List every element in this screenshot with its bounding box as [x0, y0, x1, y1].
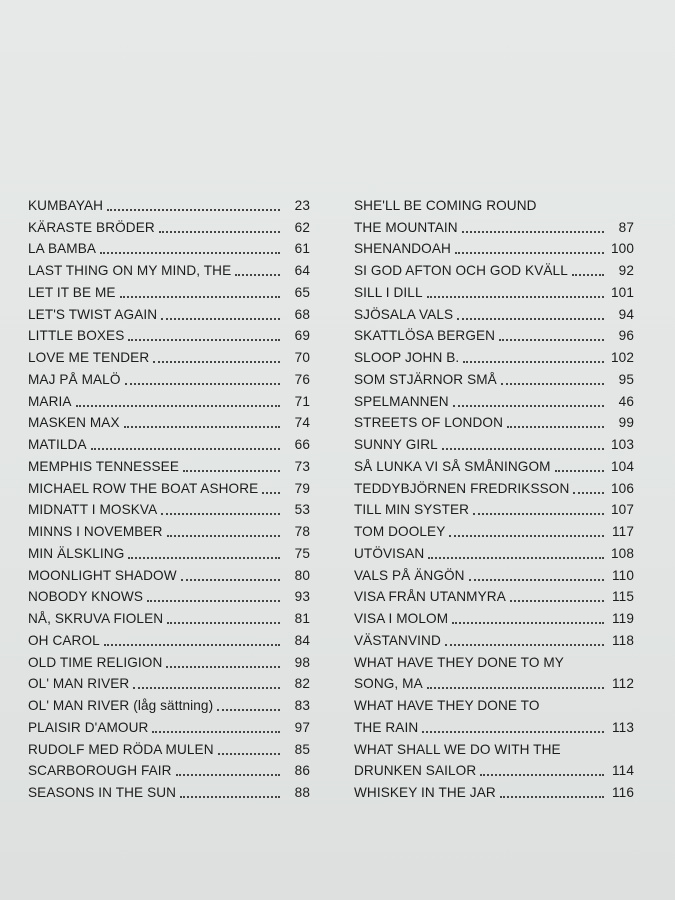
dot-leader: [507, 426, 604, 428]
dot-leader: [153, 361, 280, 363]
entry-page-number: 106: [611, 480, 634, 496]
entry-title: LOVE ME TENDER: [28, 350, 150, 365]
index-entry: [28, 671, 310, 693]
entry-page-number: 101: [611, 284, 634, 300]
entry-title: SHENANDOAH: [354, 241, 451, 257]
entry-page-number: 94: [618, 306, 634, 322]
index-entry: [28, 518, 310, 540]
dot-leader: [120, 296, 280, 298]
index-entry: [28, 192, 310, 214]
dot-leader: [218, 753, 280, 755]
entry-title: LA BAMBA: [28, 241, 97, 257]
dot-leader: [442, 448, 604, 450]
entry-title: RUDOLF MED RÖDA MULEN: [28, 741, 214, 757]
dot-leader: [455, 252, 604, 254]
dot-leader: [124, 426, 280, 428]
index-entry: [354, 736, 634, 758]
entry-title: MAJ PÅ MALÖ: [28, 371, 121, 387]
dot-leader: [262, 492, 280, 494]
dot-leader: [427, 687, 604, 689]
entry-title: SJÖSALA VALS: [354, 306, 454, 322]
index-entry: [354, 758, 634, 780]
dot-leader: [152, 731, 280, 733]
entry-page-number: 96: [618, 328, 634, 344]
dot-leader: [555, 470, 604, 472]
entry-title: OL' MAN RIVER: [28, 676, 130, 692]
dot-leader: [176, 774, 280, 776]
entry-title: WHAT HAVE THEY DONE TO MY: [354, 654, 564, 670]
dot-leader: [91, 448, 280, 450]
dot-leader: [147, 600, 280, 602]
entry-page-number: 116: [612, 785, 634, 800]
index-entry: [354, 323, 634, 345]
entry-page-number: 78: [294, 524, 310, 539]
dot-leader: [572, 274, 604, 276]
entry-page-number: 73: [294, 458, 310, 474]
index-entry: [28, 453, 310, 475]
entry-page-number: 87: [618, 219, 634, 235]
entry-title: MIDNATT I MOSKVA: [28, 502, 158, 518]
index-entry: [28, 214, 310, 236]
entry-title: SLOOP JOHN B.: [354, 350, 460, 365]
index-entry: [28, 779, 310, 801]
entry-title: SCARBOROUGH FAIR: [28, 763, 172, 779]
entry-page-number: 99: [618, 415, 634, 431]
entry-title: VISA I MOLOM: [354, 611, 449, 626]
index-entry: [28, 540, 310, 562]
dot-leader: [422, 731, 604, 733]
dot-leader: [166, 666, 280, 668]
dot-leader: [161, 513, 280, 515]
index-entry: [28, 323, 310, 345]
entry-page-number: 76: [294, 371, 310, 387]
index-entry: [354, 366, 634, 388]
dot-leader: [159, 231, 280, 233]
entry-page-number: 103: [611, 437, 634, 452]
entry-title: SPELMANNEN: [354, 393, 449, 409]
dot-leader: [128, 557, 280, 559]
entry-title: TOM DOOLEY: [354, 524, 446, 539]
entry-title: DRUNKEN SAILOR: [354, 763, 477, 779]
dot-leader: [573, 492, 604, 494]
dot-leader: [133, 687, 280, 689]
index-entry: [28, 627, 310, 649]
dot-leader: [457, 318, 604, 320]
dot-leader: [180, 796, 280, 798]
dot-leader: [463, 361, 604, 363]
index-column-right: [354, 192, 634, 801]
index-entry: [28, 366, 310, 388]
entry-title: MIN ÄLSKLING: [28, 545, 125, 561]
entry-title: LAST THING ON MY MIND, THE: [28, 263, 232, 278]
entry-title: OLD TIME RELIGION: [28, 654, 163, 670]
index-entry: [354, 410, 634, 432]
entry-page-number: 114: [612, 763, 634, 779]
entry-title: LITTLE BOXES: [28, 328, 125, 344]
dot-leader: [181, 579, 280, 581]
index-entry: [354, 779, 634, 801]
entry-title: SEASONS IN THE SUN: [28, 785, 177, 800]
entry-title: WHISKEY IN THE JAR: [354, 785, 496, 800]
entry-title: MASKEN MAX: [28, 415, 120, 431]
entry-page-number: 107: [611, 502, 634, 518]
entry-title: THE MOUNTAIN: [354, 219, 458, 235]
entry-title: KUMBAYAH: [28, 197, 104, 213]
dot-leader: [501, 383, 604, 385]
entry-page-number: 74: [294, 415, 310, 431]
entry-page-number: 110: [612, 567, 634, 583]
entry-title: SILL I DILL: [354, 284, 423, 300]
index-entry: [354, 214, 634, 236]
entry-page-number: 68: [294, 306, 310, 322]
dot-leader: [235, 274, 280, 276]
entry-page-number: 82: [294, 676, 310, 692]
dot-leader: [469, 579, 604, 581]
entry-page-number: 80: [294, 567, 310, 583]
entry-title: NÅ, SKRUVA FIOLEN: [28, 611, 164, 626]
index-entry: [354, 605, 634, 627]
entry-title: SUNNY GIRL: [354, 437, 438, 452]
dot-leader: [462, 231, 604, 233]
entry-page-number: 62: [294, 219, 310, 235]
entry-title: MINNS I NOVEMBER: [28, 524, 163, 539]
index-entry: [28, 410, 310, 432]
entry-title: MOONLIGHT SHADOW: [28, 567, 177, 583]
dot-leader: [104, 644, 280, 646]
entry-title: MICHAEL ROW THE BOAT ASHORE: [28, 480, 259, 496]
entry-title: WHAT HAVE THEY DONE TO: [354, 698, 540, 713]
index-entry: [28, 714, 310, 736]
index-entry: [354, 562, 634, 584]
index-entry: [28, 301, 310, 323]
index-entry: [354, 627, 634, 649]
dot-leader: [452, 622, 604, 624]
index-entry: [354, 518, 634, 540]
index-entry: [354, 431, 634, 453]
dot-leader: [107, 209, 280, 211]
index-entry: [28, 344, 310, 366]
dot-leader: [161, 318, 280, 320]
entry-title: SÅ LUNKA VI SÅ SMÅNINGOM: [354, 458, 551, 474]
dot-leader: [453, 405, 604, 407]
dot-leader: [499, 339, 604, 341]
entry-page-number: 84: [294, 632, 310, 648]
index-entry: [354, 388, 634, 410]
entry-title: SONG, MA: [354, 676, 423, 692]
dot-leader: [500, 796, 604, 798]
index-entry: [354, 279, 634, 301]
index-entry: [28, 736, 310, 758]
dot-leader: [76, 405, 280, 407]
entry-page-number: 98: [294, 654, 310, 670]
entry-title: LET'S TWIST AGAIN: [28, 306, 158, 322]
entry-title: VALS PÅ ÄNGÖN: [354, 567, 465, 583]
dot-leader: [167, 622, 280, 624]
index-entry: [28, 584, 310, 606]
entry-page-number: 83: [294, 698, 310, 713]
entry-title: TEDDYBJÖRNEN FREDRIKSSON: [354, 480, 570, 496]
entry-title: TILL MIN SYSTER: [354, 502, 470, 518]
entry-title: NOBODY KNOWS: [28, 589, 144, 605]
entry-page-number: 86: [294, 763, 310, 779]
entry-page-number: 108: [611, 545, 634, 561]
dot-leader: [183, 470, 280, 472]
entry-page-number: 66: [294, 437, 310, 452]
entry-page-number: 113: [612, 719, 634, 735]
entry-page-number: 71: [294, 393, 310, 409]
entry-page-number: 100: [611, 241, 634, 257]
dot-leader: [128, 339, 280, 341]
index-entry: [354, 692, 634, 714]
entry-page-number: 85: [294, 741, 310, 757]
entry-title: OH CAROL: [28, 632, 100, 648]
entry-page-number: 69: [294, 328, 310, 344]
index-entry: [28, 758, 310, 780]
index-entry: [28, 605, 310, 627]
entry-page-number: 92: [618, 263, 634, 278]
index-entry: [354, 236, 634, 258]
index-column-left: [28, 192, 310, 801]
index-entry: [28, 431, 310, 453]
entry-page-number: 95: [618, 371, 634, 387]
entry-title: KÄRASTE BRÖDER: [28, 219, 155, 235]
index-entry: [354, 497, 634, 519]
index-entry: [354, 344, 634, 366]
dot-leader: [445, 644, 604, 646]
index-entry: [28, 388, 310, 410]
entry-title: SHE'LL BE COMING ROUND: [354, 197, 537, 213]
index-entry: [28, 562, 310, 584]
dot-leader: [217, 709, 280, 711]
entry-page-number: 79: [294, 480, 310, 496]
entry-page-number: 104: [611, 458, 634, 474]
entry-page-number: 64: [294, 263, 310, 278]
dot-leader: [480, 774, 604, 776]
index-entry: [354, 453, 634, 475]
index-entry: [28, 649, 310, 671]
index-entry: [28, 692, 310, 714]
dot-leader: [167, 535, 280, 537]
index-entry: [354, 192, 634, 214]
index-entry: [354, 540, 634, 562]
index-entry: [354, 301, 634, 323]
entry-title: MARIA: [28, 393, 72, 409]
entry-page-number: 81: [294, 611, 310, 626]
index-entry: [354, 475, 634, 497]
index-entry: [28, 497, 310, 519]
entry-title: THE RAIN: [354, 719, 419, 735]
entry-title: LET IT BE ME: [28, 284, 116, 300]
index-entry: [28, 236, 310, 258]
dot-leader: [510, 600, 604, 602]
entry-page-number: 115: [612, 589, 634, 605]
index-entry: [354, 671, 634, 693]
dot-leader: [473, 513, 604, 515]
entry-page-number: 65: [294, 284, 310, 300]
entry-title: VÄSTANVIND: [354, 632, 441, 648]
index-entry: [28, 475, 310, 497]
index-entry: [354, 649, 634, 671]
entry-title: STREETS OF LONDON: [354, 415, 503, 431]
entry-page-number: 119: [612, 611, 634, 626]
index-entry: [354, 584, 634, 606]
entry-title: OL' MAN RIVER (låg sättning): [28, 698, 214, 713]
dot-leader: [100, 252, 280, 254]
index-entry: [28, 279, 310, 301]
index-entry: [354, 257, 634, 279]
entry-page-number: 93: [294, 589, 310, 605]
entry-page-number: 88: [294, 785, 310, 800]
entry-page-number: 53: [294, 502, 310, 518]
index-entry: [354, 714, 634, 736]
dot-leader: [428, 557, 604, 559]
entry-page-number: 102: [611, 350, 634, 365]
entry-page-number: 112: [612, 676, 634, 692]
dot-leader: [125, 383, 281, 385]
entry-page-number: 97: [294, 719, 310, 735]
entry-title: WHAT SHALL WE DO WITH THE: [354, 741, 561, 757]
entry-title: MATILDA: [28, 437, 87, 452]
entry-page-number: 61: [294, 241, 310, 257]
entry-page-number: 117: [612, 524, 634, 539]
dot-leader: [449, 535, 604, 537]
entry-page-number: 46: [618, 393, 634, 409]
dot-leader: [427, 296, 604, 298]
entry-page-number: 70: [294, 350, 310, 365]
entry-page-number: 23: [294, 197, 310, 213]
entry-page-number: 118: [612, 632, 634, 648]
entry-title: SI GOD AFTON OCH GOD KVÄLL: [354, 263, 568, 278]
entry-title: MEMPHIS TENNESSEE: [28, 458, 180, 474]
faint-bleedthrough-header: [170, 38, 500, 54]
entry-title: PLAISIR D'AMOUR: [28, 719, 149, 735]
entry-title: SKATTLÖSA BERGEN: [354, 328, 496, 344]
entry-title: UTÖVISAN: [354, 545, 425, 561]
entry-title: VISA FRÅN UTANMYRA: [354, 589, 506, 605]
entry-page-number: 75: [294, 545, 310, 561]
index-entry: [28, 257, 310, 279]
entry-title: SOM STJÄRNOR SMÅ: [354, 371, 497, 387]
